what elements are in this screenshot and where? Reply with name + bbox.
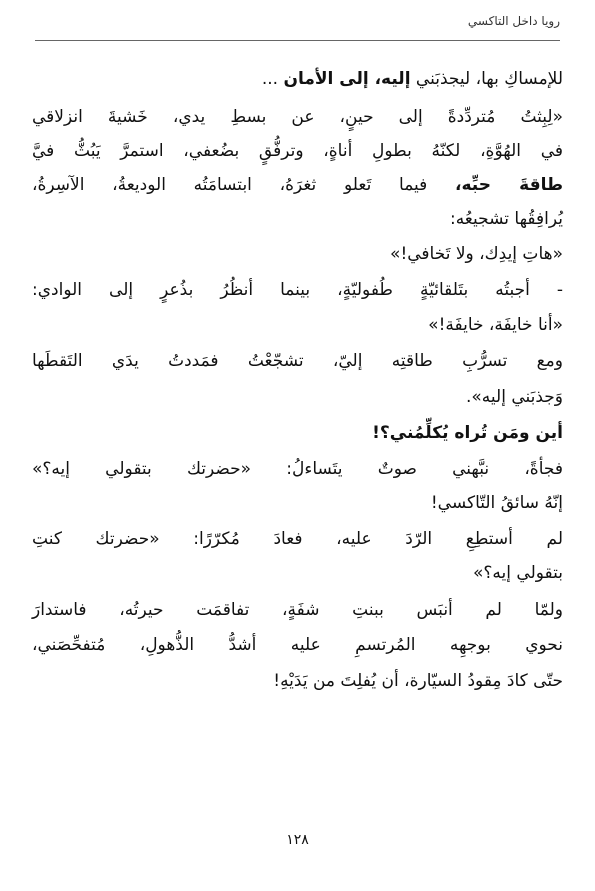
text-segment: - أجبتُه بتَلقائيّةٍ طُفوليّةٍ، بينما أنظُرُ بذُعرٍ إلى الوادي:	[32, 280, 563, 300]
text-line	[32, 560, 563, 586]
text-line	[32, 312, 563, 338]
bold-text: طاقةَ حبِّه،	[454, 175, 563, 195]
text-segment: للإمساكِ بها، ليجذبَني	[410, 69, 563, 89]
page-number: ١٢٨	[286, 832, 309, 848]
text-segment: فيما تَعلو ثغرَهُ، ابتسامَتُه الوديعةُ، الآسِرةُ،	[32, 175, 455, 195]
text-segment: بتقولي إيه؟»	[473, 563, 563, 583]
text-line	[32, 138, 563, 164]
text-line	[32, 632, 563, 658]
text-line	[32, 597, 563, 623]
text-line	[32, 66, 563, 92]
text-segment: ...	[261, 69, 284, 89]
text-segment: وَجذبَني إليه».	[465, 387, 563, 407]
text-segment: لم أستطِعِ الرّدَ عليه، فعادَ مُكرّرًا: «حضرتك كنتِ	[32, 529, 563, 549]
text-line	[32, 348, 563, 374]
text-segment: ولمّا لم أنبَس ببنتِ شفَةٍ، تفاقمَت حيرتُه، فاستدارَ	[32, 600, 563, 620]
header-rule	[35, 40, 560, 41]
text-line	[32, 241, 563, 267]
text-line	[32, 384, 563, 410]
text-segment: ومع تسرُّبِ طاقتِه إليّ، تشجّعْتُ فمَددتُ يدَي التَقطَها	[32, 351, 563, 371]
text-line	[32, 420, 563, 446]
text-line	[32, 456, 563, 482]
text-line	[32, 526, 563, 552]
text-segment: «هاتِ إيدِك، ولا تَخافي!»	[390, 244, 563, 264]
text-segment: فجأةً، نبَّهني صوتٌ يتَساءلُ: «حضرتك بتقولي إيه؟»	[32, 459, 563, 479]
text-line	[32, 490, 563, 516]
text-line	[32, 668, 563, 694]
text-segment: نحوي بوجهِه المُرتسمِ عليه أشدُّ الذُّهولِ، مُتفحِّصَني،	[32, 635, 563, 655]
bold-text: أين ومَن تُراه يُكلِّمُني؟!	[372, 423, 563, 443]
text-segment: إنّهُ سائقُ التّاكسي!	[430, 493, 563, 513]
text-line	[32, 206, 563, 232]
text-segment: في الهُوَّةِ، لكنّهُ بطولِ أناةٍ، وترفُّقٍ بضُعفي، استمرَّ يَبُثُّ فيَّ	[32, 141, 563, 161]
running-header: رويا داخل التاكسي	[467, 14, 560, 28]
text-line	[32, 172, 563, 198]
bold-text: إليه، إلى الأمان	[283, 69, 411, 89]
text-segment: «لِبِثتُ مُتردِّدةً إلى حينٍ، عن بسطِ يدي، خَشيةَ انزلاقي	[32, 107, 563, 127]
text-segment: يُرافِقُها تشجيعُه:	[449, 209, 563, 229]
text-segment: حتّى كادَ مِقودُ السيّارة، أن يُفلِتَ من يَدَيْهِ!	[273, 671, 563, 691]
text-segment: «أنا خايفَة، خايفَة!»	[428, 315, 563, 335]
text-line	[32, 277, 563, 303]
text-line	[32, 104, 563, 130]
